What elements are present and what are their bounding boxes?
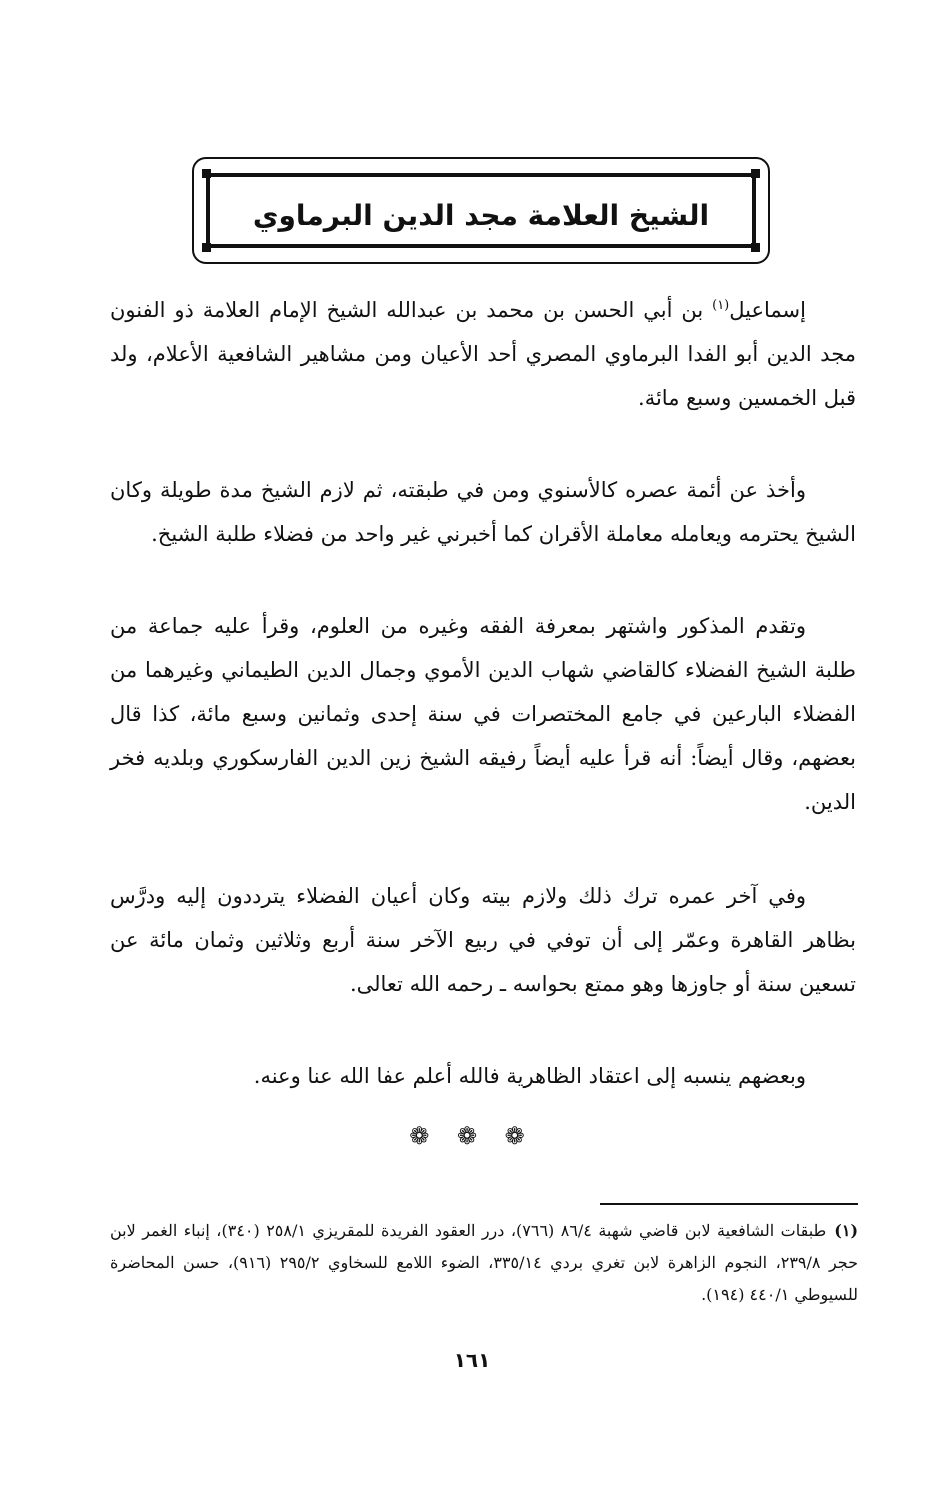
paragraph-rest: بن أبي الحسن بن محمد بن عبدالله الشيخ الإمام العلامة ذو الفنون مجد الدين أبو الفدا البرماوي المصري أحد الأعيان ومن مشاهير الشافعية الأعلام، ولد قبل الخمسين وسبع مائة. [110, 298, 856, 410]
closing-line [110, 1054, 856, 1098]
footnote-reference: (١) [712, 298, 730, 313]
frame-corner-ornament [751, 169, 760, 178]
paragraph: وأخذ عن أئمة عصره كالأسنوي ومن في طبقته، ثم لازم الشيخ مدة طويلة وكان الشيخ يحترمه ويعامله معاملة الأقران كما أخبرني غير واحد من فضلاء طلبة الشيخ. [110, 478, 856, 546]
body-text [110, 288, 856, 1006]
frame-corner-ornament [202, 243, 211, 252]
paragraph: وفي آخر عمره ترك ذلك ولازم بيته وكان أعيان الفضلاء يترددون إليه ودرَّس بظاهر القاهرة وعمّر إلى أن توفي في ربيع الآخر سنة أربع وثلاثين وثمان مائة عن تسعين سنة أو جاوزها وهو ممتع بحواسه ـ رحمه الله تعالى. [110, 884, 856, 996]
closing-text: وبعضهم ينسبه إلى اعتقاد الظاهرية فالله أعلم عفا الله عنا وعنه. [253, 1064, 806, 1088]
title-frame [192, 157, 770, 264]
paragraph [110, 288, 856, 420]
page-number: ١٦١ [453, 1348, 491, 1372]
footnote-divider [600, 1203, 858, 1205]
frame-corner-ornament [751, 243, 760, 252]
footnote-number: (١) [834, 1221, 859, 1240]
paragraph-lead: إسماعيل [729, 298, 806, 322]
title-inner-border [206, 173, 756, 248]
footnotes [110, 1215, 858, 1311]
section-ornament: ❁ ❁ ❁ [409, 1122, 535, 1150]
frame-corner-ornament [202, 169, 211, 178]
paragraph: وتقدم المذكور واشتهر بمعرفة الفقه وغيره من العلوم، وقرأ عليه جماعة من طلبة الشيخ الفضلاء كالقاضي شهاب الدين الأموي وجمال الدين الطيماني وغيرهما من الفضلاء البارعين في جامع المختصرات في سنة إحدى وثمانين وسبع مائة، كذا قال بعضهم، وقال أيضاً: أنه قرأ عليه أيضاً رفيقه الشيخ زين الدين الفارسكوري وبلديه فخر الدين. [110, 614, 856, 814]
footnote-text: طبقات الشافعية لابن قاضي شهبة ٨٦/٤ (٧٦٦)، درر العقود الفريدة للمقريزي ٢٥٨/١ (٣٤٠)، إنباء الغمر لابن حجر ٢٣٩/٨، النجوم الزاهرة لابن تغري بردي ٣٣٥/١٤، الضوء اللامع للسخاوي ٢٩٥/٢ (٩١٦)، حسن المحاضرة للسيوطي ٤٤٠/١ (١٩٤). [110, 1221, 859, 1304]
page-title: الشيخ العلامة مجد الدين البرماوي [252, 199, 710, 232]
